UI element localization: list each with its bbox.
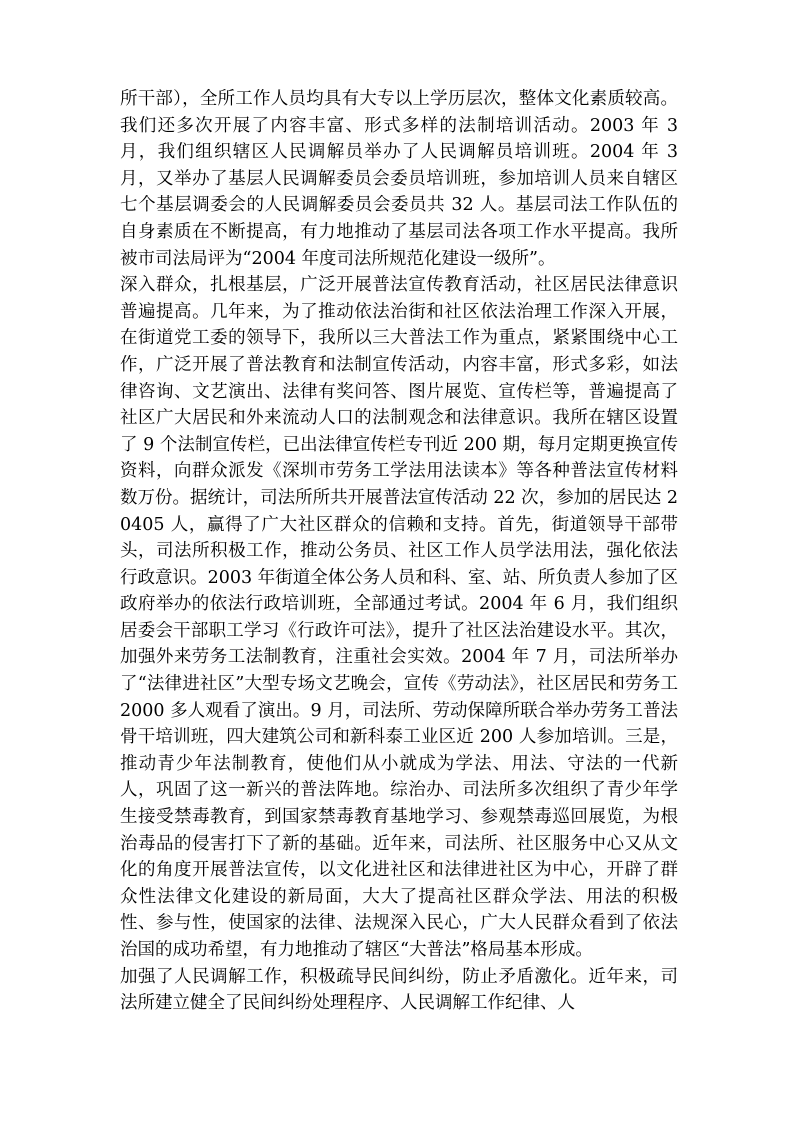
paragraph: 深入群众，扎根基层，广泛开展普法宣传教育活动，社区居民法律意识普遍提高。几年来，为了推动依法治街和社区依法治理工作深入开展，在街道党工委的领导下，我所以三大普法工作为重点，紧紧围绕中心工作，广泛开展了普法教育和法制宣传活动，内容丰富，形式多彩，如法律咨询、文艺演出、法律有奖问答、图片展览、宣传栏等，普遍提高了社区广大居民和外来流动人口的法制观念和法律意识。我所在辖区设置了 9 个法制宣传栏，已出法律宣传栏专刊近 200 期，每月定期更换宣传资料，向群众派发《深圳市劳务工学法用法读本》等各种普法宣传材料数万份。据统计，司法所所共开展普法宣传活动 22 次，参加的居民达 20405 人，赢得了广大社区群众的信赖和支持。首先，街道领导干部带头，司法所积极工作，推动公务员、社区工作人员学法用法，强化依法行政意识。2003 年街道全体公务人员和科、室、站、所负责人参加了区政府举办的依法行政培训班，全部通过考试。2004 年 6 月，我们组织居委会干部职工学习《行政许可法》，提升了社区法治建设水平。其次，加强外来劳务工法制教育，注重社会实效。2004 年 7 月，司法所举办了“法律进社区”大型专场文艺晚会，宣传《劳动法》，社区居民和劳务工 2000 多人观看了演出。9 月，司法所、劳动保障所联合举办劳务工普法骨干培训班，四大建筑公司和新科泰工业区近 200 人参加培训。三是，推动青少年法制教育，使他们从小就成为学法、用法、守法的一代新人，巩固了这一新兴的普法阵地。综治办、司法所多次组织了青少年学生接受禁毒教育，到国家禁毒教育基地学习、参观禁毒巡回展览，为根治毒品的侵害打下了新的基础。近年来，司法所、社区服务中心又从文化的角度开展普法宣传，以文化进社区和法律进社区为中心，开辟了群众性法律文化建设的新局面，大大了提高社区群众学法、用法的积极性、参与性，使国家的法律、法规深入民心，广大人民群众看到了依法治国的成功希望，有力地推动了辖区“大普法”格局基本形成。 (120, 275, 678, 960)
paragraph: 所干部），全所工作人员均具有大专以上学历层次，整体文化素质较高。我们还多次开展了内容丰富、形式多样的法制培训活动。2003 年 3 月，我们组织辖区人民调解员举办了人民调解员培训班。2004 年 3 月，又举办了基层人民调解委员会委员培训班，参加培训人员来自辖区七个基层调委会的人民调解委员会委员共 32 人。基层司法工作队伍的自身素质在不断提高，有力地推动了基层司法各项工作水平提高。我所被市司法局评为“2004 年度司法所规范化建设一级所”。 (120, 89, 678, 269)
document-body (120, 86, 678, 1017)
paragraph: 加强了人民调解工作，积极疏导民间纠纷，防止矛盾激化。近年来，司法所建立健全了民间纠纷处理程序、人民调解工作纪律、人 (120, 966, 678, 1014)
